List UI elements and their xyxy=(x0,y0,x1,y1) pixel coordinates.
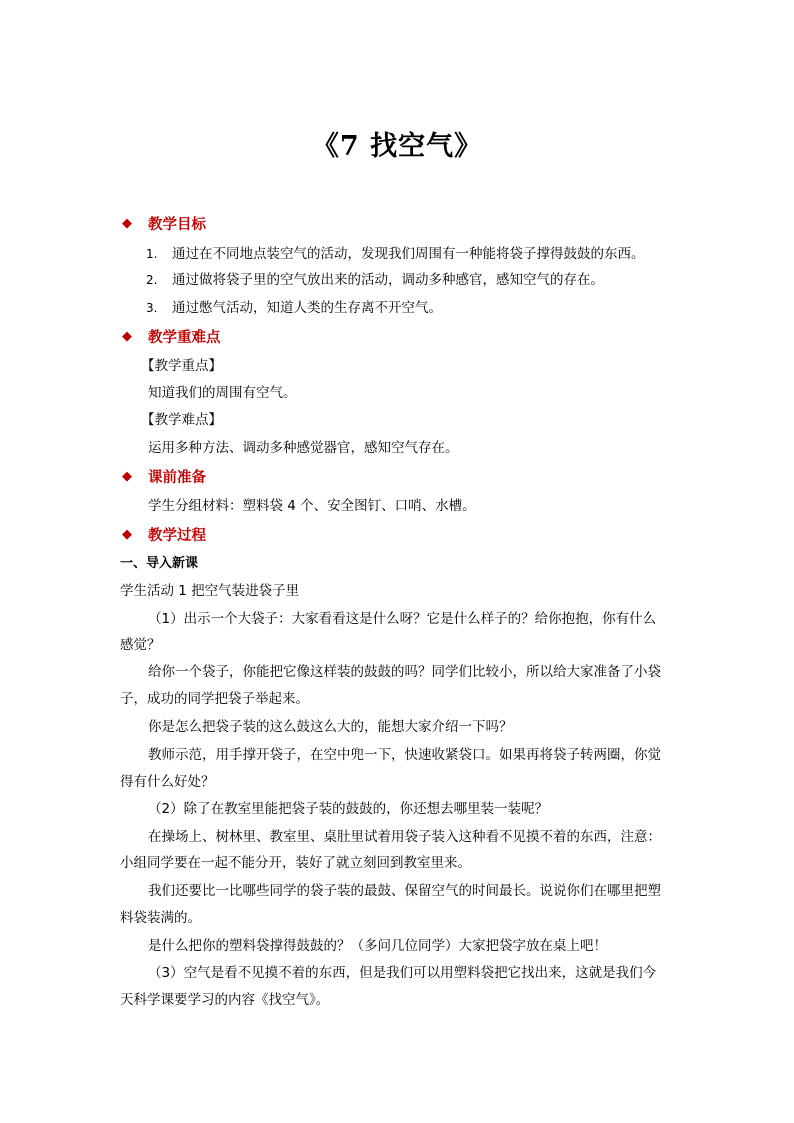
body-line: 子，成功的同学把袋子举起来。 xyxy=(120,691,309,707)
difficulty-label: 【教学难点】 xyxy=(141,412,222,428)
body-line: 是什么把你的塑料袋撑得鼓鼓的？（多问几位同学）大家把袋字放在桌上吧！ xyxy=(148,938,607,954)
goal-item-number: 1. xyxy=(146,247,158,261)
section-heading-process xyxy=(122,523,206,545)
body-line: 你是怎么把袋子装的这么鼓这么大的，能想大家介绍一下吗？ xyxy=(148,719,513,735)
focus-text: 知道我们的周围有空气。 xyxy=(148,385,297,401)
body-line: 给你一个袋子，你能把它像这样装的鼓鼓的吗？同学们比较小，所以给大家准备了小袋 xyxy=(148,664,661,680)
goal-item-text: 通过做将袋子里的空气放出来的活动，调动多种感官，感知空气的存在。 xyxy=(172,272,604,288)
body-line: （1）出示一个大袋子：大家看看这是什么呀？它是什么样子的？给你抱抱，你有什么 xyxy=(148,611,657,627)
body-line: （2）除了在教室里能把袋子装的鼓鼓的，你还想去哪里装一装呢？ xyxy=(148,801,549,817)
goal-item-number: 2. xyxy=(146,273,158,287)
body-line: 得有什么好处？ xyxy=(120,774,215,790)
goal-item-number: 3. xyxy=(146,301,158,315)
section-heading-text: 教学重难点 xyxy=(148,329,221,346)
section-heading-text: 课前准备 xyxy=(148,469,206,486)
body-line: （3）空气是看不见摸不着的东西，但是我们可以用塑料袋把它找出来，这就是我们今 xyxy=(148,965,657,981)
diamond-bullet-icon: ◆ xyxy=(122,215,132,231)
body-line: 天科学课要学习的内容《找空气》。 xyxy=(120,992,330,1008)
section-heading-goals xyxy=(122,212,206,234)
diamond-bullet-icon: ◆ xyxy=(122,526,132,542)
body-line: 我们还要比一比哪些同学的袋子装的最鼓、保留空气的时间最长。说说你们在哪里把塑 xyxy=(148,883,661,899)
body-line: 在操场上、树林里、教室里、桌肚里试着用袋子装入这种看不见摸不着的东西，注意： xyxy=(148,829,661,845)
section-heading-text: 教学过程 xyxy=(148,527,206,544)
body-line: 感觉？ xyxy=(120,637,161,653)
subheading-intro: 一、导入新课 xyxy=(120,556,199,571)
section-heading-key-points xyxy=(122,325,221,347)
prep-text: 学生分组材料：塑料袋 4 个、安全图钉、口哨、水槽。 xyxy=(148,498,476,514)
body-line: 教师示范，用手撑开袋子，在空中兜一下，快速收紧袋口。如果再将袋子转两圈，你觉 xyxy=(148,747,661,763)
diamond-bullet-icon: ◆ xyxy=(122,328,132,344)
body-line: 小组同学要在一起不能分开，装好了就立刻回到教室里来。 xyxy=(120,855,471,871)
goal-item-text: 通过憋气活动，知道人类的生存离不开空气。 xyxy=(172,300,442,316)
activity-title: 学生活动 1 把空气装进袋子里 xyxy=(120,583,300,599)
diamond-bullet-icon: ◆ xyxy=(122,468,132,484)
section-heading-prep xyxy=(122,465,206,487)
section-heading-text: 教学目标 xyxy=(148,216,206,233)
goal-item xyxy=(146,244,645,264)
goal-item xyxy=(146,270,604,290)
goal-item-text: 通过在不同地点装空气的活动，发现我们周围有一种能将袋子撑得鼓鼓的东西。 xyxy=(172,246,645,262)
difficulty-text: 运用多种方法、调动多种感觉器官，感知空气存在。 xyxy=(148,440,459,456)
goal-item xyxy=(146,298,442,318)
page-title: 《7 找空气》 xyxy=(311,131,483,162)
body-line: 料袋装满的。 xyxy=(120,910,201,926)
focus-label: 【教学重点】 xyxy=(141,358,222,374)
